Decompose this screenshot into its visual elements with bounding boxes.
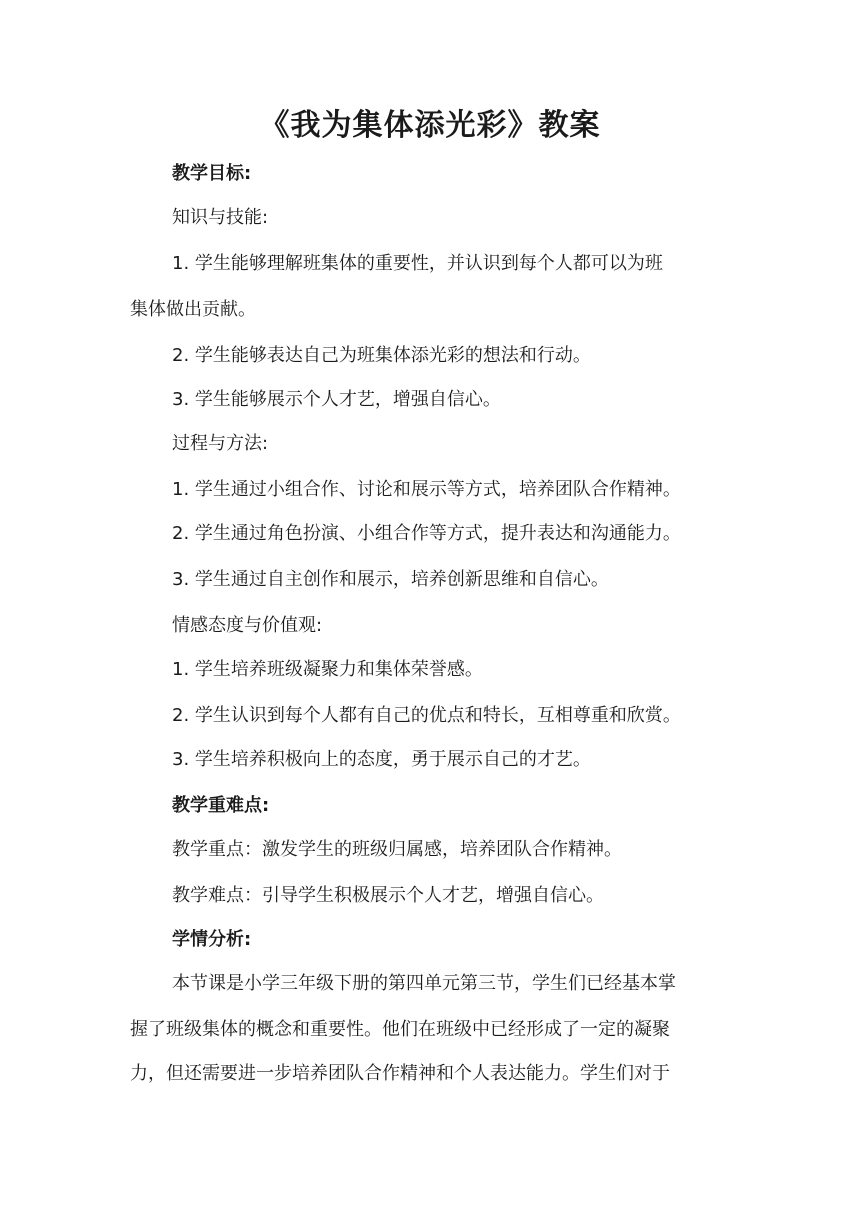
knowledge-item-2: 2. 学生能够表达自己为班集体添光彩的想法和行动。 xyxy=(172,345,591,366)
analysis-line-1: 本节课是小学三年级下册的第四单元第三节，学生们已经基本掌 xyxy=(172,973,676,994)
heading-objectives: 教学目标: xyxy=(172,163,252,184)
process-item-3: 3. 学生通过自主创作和展示，培养创新思维和自信心。 xyxy=(172,569,609,590)
subheading-knowledge: 知识与技能: xyxy=(172,207,269,228)
process-item-1: 1. 学生通过小组合作、讨论和展示等方式，培养团队合作精神。 xyxy=(172,479,681,500)
attitude-item-2: 2. 学生认识到每个人都有自己的优点和特长，互相尊重和欣赏。 xyxy=(172,705,681,726)
key-point-difficulty: 教学难点：引导学生积极展示个人才艺，增强自信心。 xyxy=(172,885,604,906)
analysis-line-2: 握了班级集体的概念和重要性。他们在班级中已经形成了一定的凝聚 xyxy=(130,1019,670,1040)
analysis-line-3: 力，但还需要进一步培养团队合作精神和个人表达能力。学生们对于 xyxy=(130,1063,670,1084)
heading-analysis: 学情分析: xyxy=(172,929,252,950)
knowledge-item-1-continued: 集体做出贡献。 xyxy=(130,299,256,320)
subheading-attitude: 情感态度与价值观: xyxy=(172,615,323,636)
document-title: 《我为集体添光彩》教案 xyxy=(259,108,601,143)
knowledge-item-1: 1. 学生能够理解班集体的重要性，并认识到每个人都可以为班 xyxy=(172,253,663,274)
key-point-focus: 教学重点：激发学生的班级归属感，培养团队合作精神。 xyxy=(172,839,622,860)
knowledge-item-3: 3. 学生能够展示个人才艺，增强自信心。 xyxy=(172,389,501,410)
process-item-2: 2. 学生通过角色扮演、小组合作等方式，提升表达和沟通能力。 xyxy=(172,523,681,544)
attitude-item-1: 1. 学生培养班级凝聚力和集体荣誉感。 xyxy=(172,659,483,680)
subheading-process: 过程与方法: xyxy=(172,433,269,454)
heading-key-points: 教学重难点: xyxy=(172,795,270,816)
attitude-item-3: 3. 学生培养积极向上的态度，勇于展示自己的才艺。 xyxy=(172,749,591,770)
